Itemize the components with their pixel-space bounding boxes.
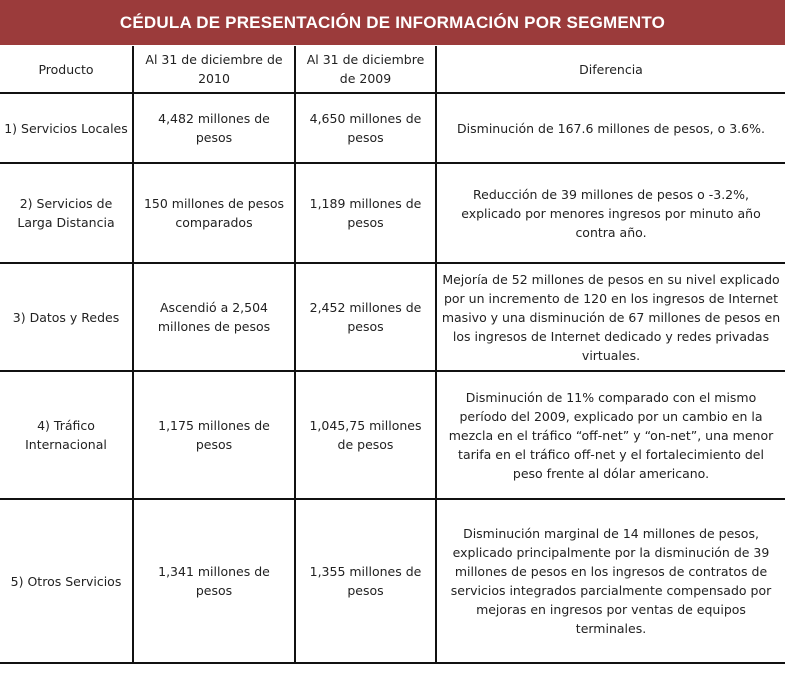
- cell-producto: 5) Otros Servicios: [0, 499, 133, 663]
- cell-producto: 2) Servicios de Larga Distancia: [0, 163, 133, 263]
- cell-2010: 1,175 millones de pesos: [133, 371, 295, 499]
- table-row: [0, 93, 785, 163]
- cell-diferencia: Disminución de 11% comparado con el mismo período del 2009, explicado por un cambio en la mezcla en el tráfico “off-net” y “on-net”, una menor tarifa en el tráfico off-net y el fortalecimiento del peso frente al dólar americano.: [436, 371, 785, 499]
- cell-producto: 3) Datos y Redes: [0, 263, 133, 371]
- cell-2009: 1,045,75 millones de pesos: [295, 371, 436, 499]
- cell-diferencia: Reducción de 39 millones de pesos o -3.2%, explicado por menores ingresos por minuto año contra año.: [436, 163, 785, 263]
- table-row: [0, 371, 785, 499]
- cell-producto: 4) Tráfico Internacional: [0, 371, 133, 499]
- header-2009: Al 31 de diciembre de 2009: [295, 46, 436, 93]
- cell-2009: 1,355 millones de pesos: [295, 499, 436, 663]
- cell-2010: 4,482 millones de pesos: [133, 93, 295, 163]
- table-row: [0, 499, 785, 663]
- cell-producto: 1) Servicios Locales: [0, 93, 133, 163]
- table-title: CÉDULA DE PRESENTACIÓN DE INFORMACIÓN POR SEGMENTO: [0, 0, 785, 45]
- cell-2010: 150 millones de pesos comparados: [133, 163, 295, 263]
- cell-diferencia: Disminución marginal de 14 millones de pesos, explicado principalmente por la disminución de 39 millones de pesos en los ingresos de contratos de servicios integrados parcialmente compensado por mejoras en ingresos por ventas de equipos terminales.: [436, 499, 785, 663]
- cell-diferencia: Mejoría de 52 millones de pesos en su nivel explicado por un incremento de 120 en los ingresos de Internet masivo y una disminución de 67 millones de pesos en los ingresos de Internet dedicado y redes privadas virtuales.: [436, 263, 785, 371]
- table-row: [0, 163, 785, 263]
- header-diferencia: Diferencia: [436, 46, 785, 93]
- table-row: [0, 263, 785, 371]
- cell-2009: 1,189 millones de pesos: [295, 163, 436, 263]
- header-row: [0, 46, 785, 93]
- header-2010: Al 31 de diciembre de 2010: [133, 46, 295, 93]
- cell-2009: 4,650 millones de pesos: [295, 93, 436, 163]
- cell-2009: 2,452 millones de pesos: [295, 263, 436, 371]
- header-producto: Producto: [0, 46, 133, 93]
- cell-2010: Ascendió a 2,504 millones de pesos: [133, 263, 295, 371]
- segment-table: [0, 46, 785, 664]
- cell-2010: 1,341 millones de pesos: [133, 499, 295, 663]
- cell-diferencia: Disminución de 167.6 millones de pesos, o 3.6%.: [436, 93, 785, 163]
